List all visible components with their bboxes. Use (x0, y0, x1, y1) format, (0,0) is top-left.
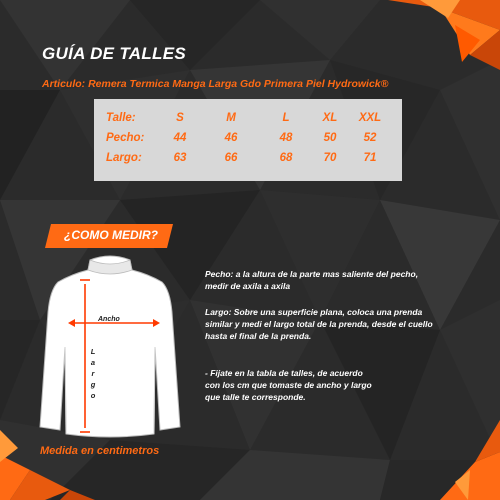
instruction-line: hasta el final de la prenda. (205, 331, 312, 341)
instruction-line: Pecho: a la altura de la parte mas saliente del pecho, (205, 269, 419, 279)
size-header-label: Talle: (106, 112, 136, 124)
size-cell: 50 (323, 132, 337, 144)
size-cell: 68 (279, 152, 293, 164)
largo-letter: o (90, 391, 96, 400)
size-cell: 66 (224, 152, 238, 164)
size-cell: 44 (173, 132, 187, 144)
ancho-label: Ancho (98, 316, 120, 323)
largo-letter: r (91, 369, 95, 378)
measure-caption: Medida en centimetros (40, 445, 160, 457)
size-header-row (94, 112, 402, 132)
size-table (94, 99, 402, 181)
instruction-line: - Fijate en la tabla de talles, de acuerdo (205, 368, 363, 378)
size-cell: 46 (224, 132, 238, 144)
size-header-cell: M (226, 112, 236, 124)
how-to-measure-label: ¿COMO MEDIR? (64, 228, 158, 242)
instruction-line: similar y medi el largo total de la prenda, desde el cuello (205, 319, 433, 329)
article-subtitle: Articulo: Remera Termica Manga Larga Gdo Primera Piel Hydrowick® (42, 78, 389, 90)
instruction-largo (205, 306, 433, 342)
size-cell: 63 (173, 152, 187, 164)
instruction-line: que talle te corresponde. (205, 392, 306, 402)
size-header-cell: XL (322, 112, 338, 124)
largo-letter: L (90, 347, 96, 356)
instruction-line: Largo: Sobre una superficie plana, coloca una prenda (205, 307, 423, 317)
instruction-fijate (205, 367, 372, 403)
shirt-measure-figure (30, 252, 190, 442)
largo-letter: a (90, 358, 96, 367)
size-cell: 52 (363, 132, 377, 144)
size-row-label: Pecho: (106, 132, 145, 144)
size-cell: 70 (323, 152, 337, 164)
size-cell: 48 (279, 132, 293, 144)
shirt-silhouette (40, 256, 180, 437)
instruction-line: con los cm que tomaste de ancho y largo (205, 380, 372, 390)
largo-letter: g (90, 380, 96, 389)
size-header-cell: S (176, 112, 184, 124)
page-title: GUÍA DE TALLES (42, 44, 186, 63)
instruction-pecho (205, 268, 418, 292)
size-cell: 71 (363, 152, 377, 164)
largo-label (88, 346, 98, 401)
size-row-label: Largo: (106, 152, 142, 164)
size-header-cell: L (282, 112, 290, 124)
size-row-largo (94, 152, 402, 172)
instruction-line: medir de axila a axila (205, 281, 291, 291)
size-row-pecho (94, 132, 402, 152)
size-header-cell: XXL (358, 112, 382, 124)
